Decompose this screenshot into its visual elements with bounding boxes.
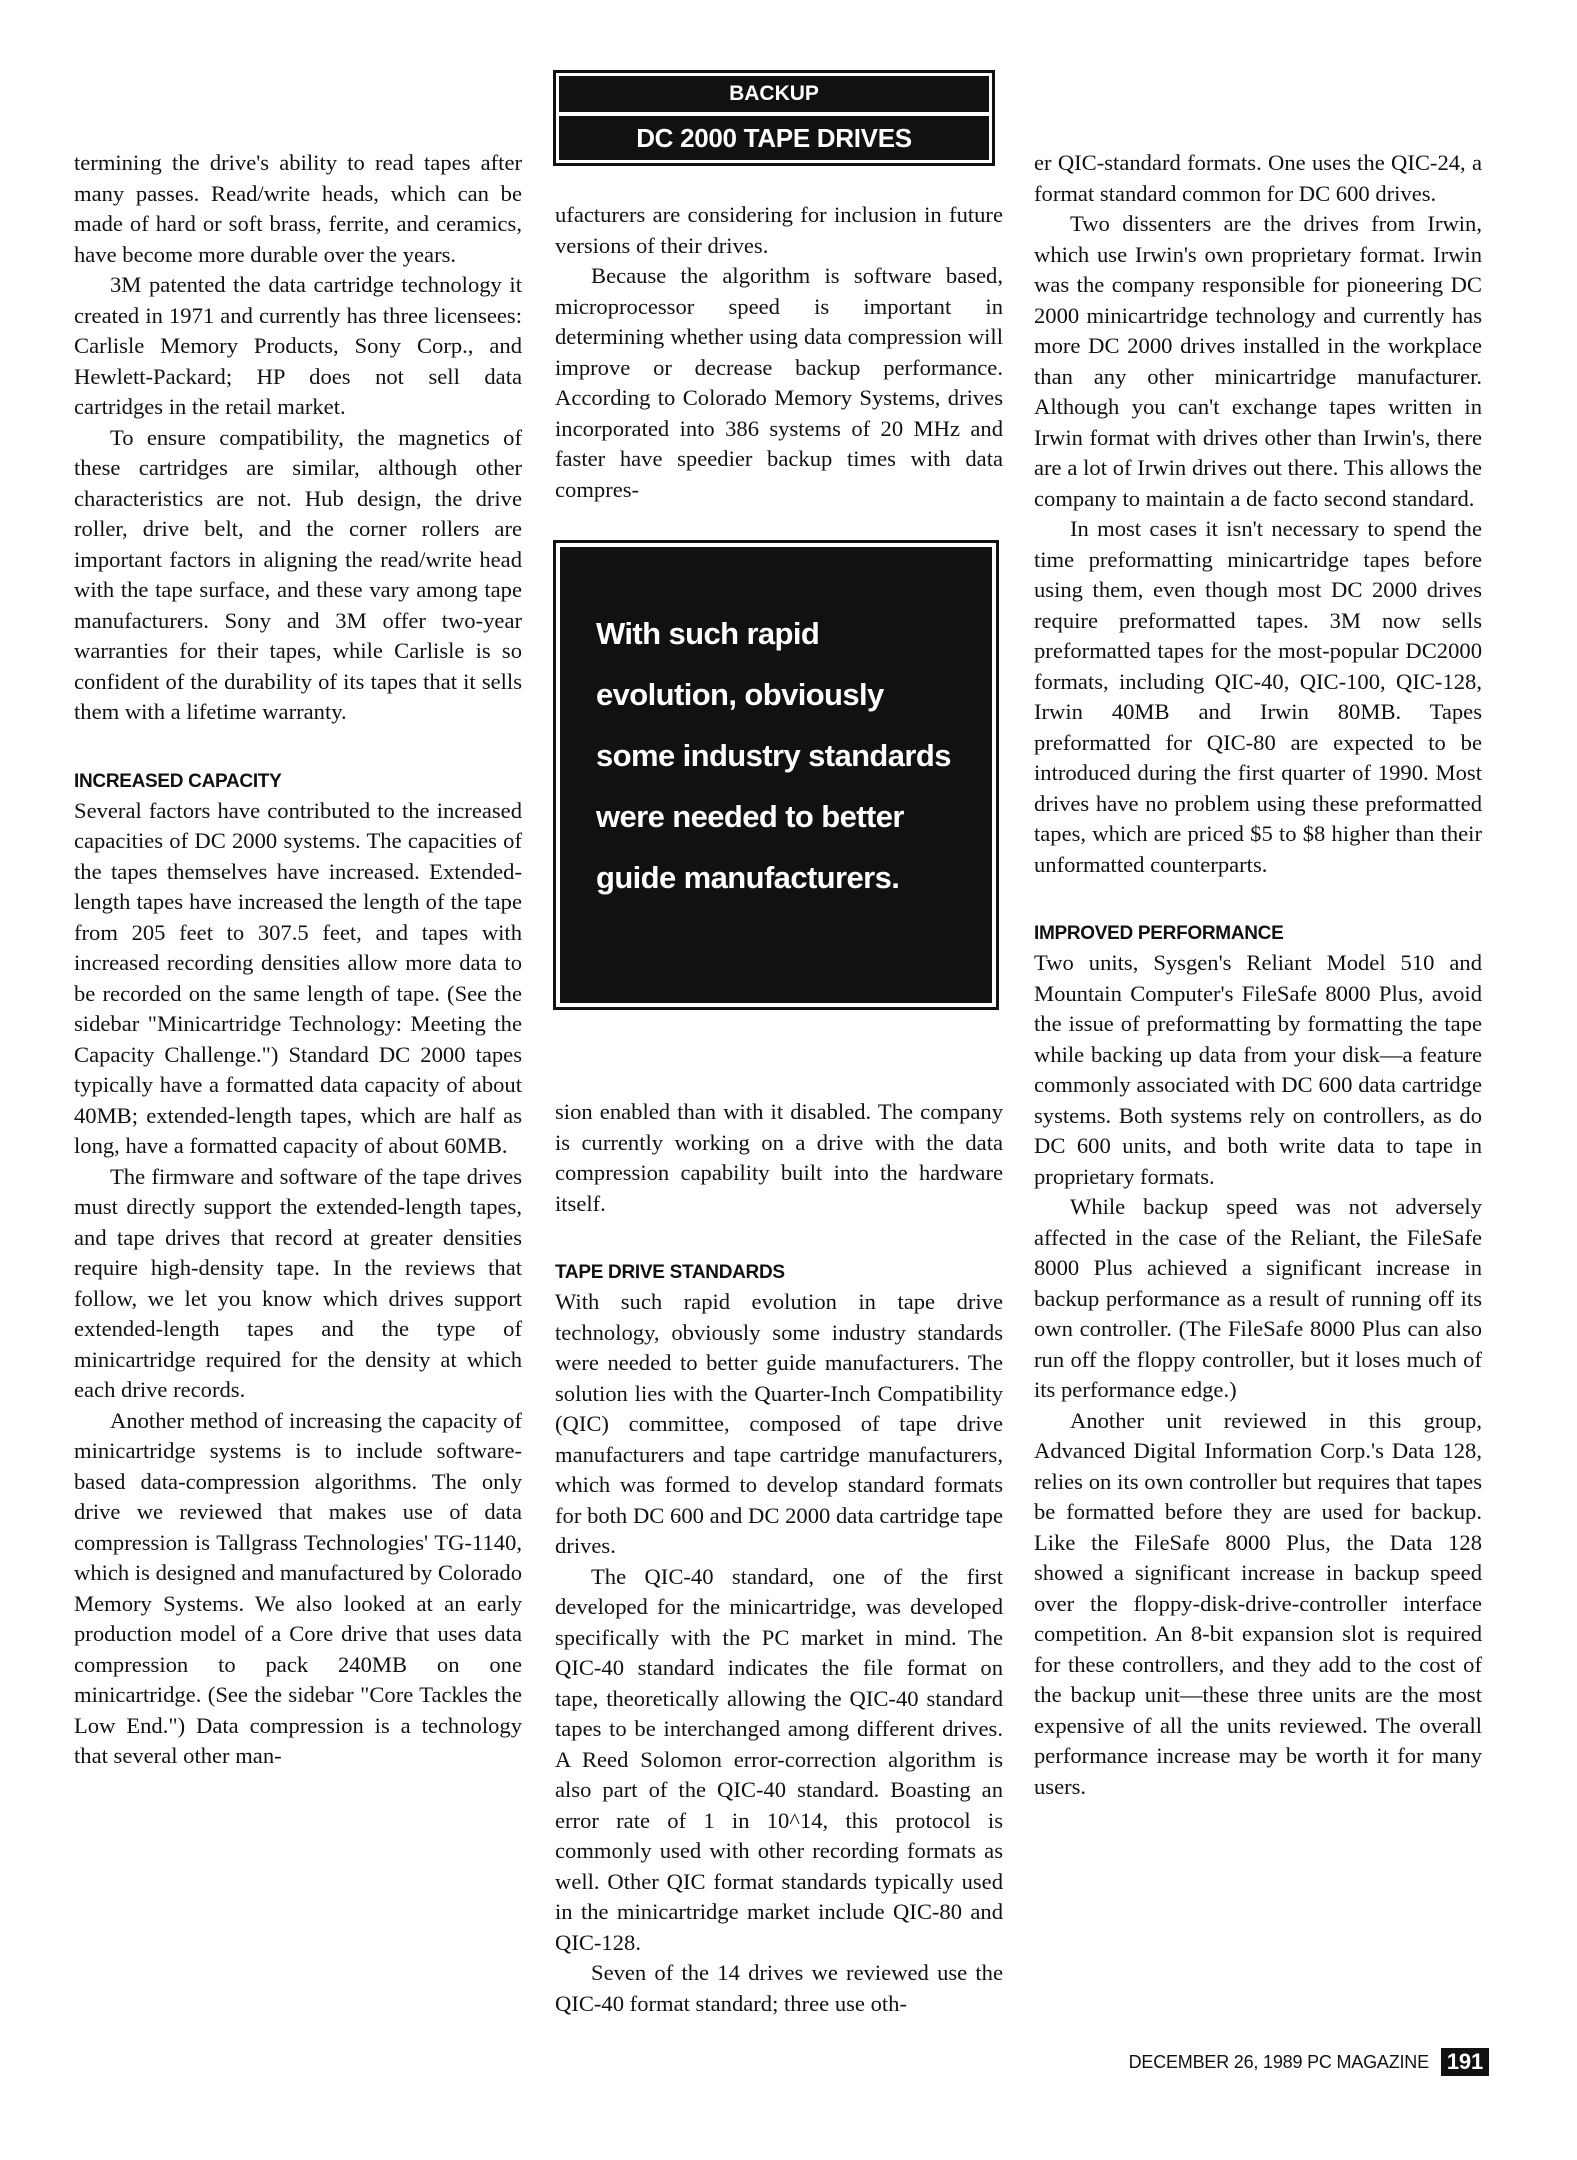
paragraph: Two dissenters are the drives from Irwin, which use Irwin's own proprietary format. Irwin was the company responsible for pioneering DC 2000 minicartridge technology and currently has more DC 2000 drives installed in the workplace than any other minicartridge manufacturer. Although you can't exchange tapes written in Irwin format with drives other than Irwin's, there are a lot of Irwin drives out there. This allows the company to maintain a de facto second standard. [1034,211,1482,511]
paragraph: termining the drive's ability to read tapes after many passes. Read/write heads, which can be made of hard or soft brass, ferrite, and ceramics, have become more durable over the years. [74,150,522,267]
paragraph: Because the algorithm is software based, microprocessor speed is important in determining whether using data compression will improve or decrease backup performance. According to Colorado Memory Systems, drives incorporated into 386 systems of 20 MHz and faster have speedier backup times with data compres- [555,263,1003,502]
page-footer [1129,2048,1489,2076]
paragraph: Two units, Sysgen's Reliant Model 510 and Mountain Computer's FileSafe 8000 Plus, avoid the issue of preformatting by formatting the tape while backing up data from your disk—a feature commonly associated with DC 600 data cartridge systems. Both systems rely on controllers, as do DC 600 units, and both write data to tape in proprietary formats. [1034,950,1482,1189]
section-label: BACKUP [559,76,989,112]
paragraph: Several factors have contributed to the increased capacities of DC 2000 systems. The capacities of the tapes themselves have increased. Extended-length tapes have increased the length of the tape from 205 feet to 307.5 feet, and tapes with increased recording densities allow more data to be recorded on the same length of tape. (See the sidebar "Minicartridge Technology: Meeting the Capacity Challenge.") Standard DC 2000 tapes typically have a formatted data capacity of about 40MB; extended-length tapes, which are half as long, have a formatted capacity of about 60MB. [74,797,522,1158]
page-number: 191 [1441,2048,1489,2076]
section-banner [553,70,995,166]
column-right [1034,148,1482,1802]
paragraph: The QIC-40 standard, one of the first developed for the minicartridge, was developed specifically with the PC market in mind. The QIC-40 standard indicates the file format on tape, theoretically allowing the QIC-40 standard tapes to be interchanged among different drives. A Reed Solomon error-correction algorithm is also part of the QIC-40 standard. Boasting an error rate of 1 in 10^14, this protocol is commonly used with other recording formats as well. Other QIC format standards typically used in the minicartridge market include QIC-80 and QIC-128. [555,1563,1003,1955]
section-heading-improved-performance: IMPROVED PERFORMANCE [1034,923,1284,944]
paragraph: With such rapid evolution in tape drive technology, obviously some industry standards were needed to better guide manufacturers. The solution lies with the Quarter-Inch Compatibility (QIC) committee, composed of tape drive manufacturers and tape cartridge manufacturers, which was formed to develop standard formats for both DC 600 and DC 2000 data cartridge tape drives. [555,1289,1003,1558]
paragraph: In most cases it isn't necessary to spend the time preformatting minicartridge tapes before using them, even though most DC 2000 drives require preformatted tapes. 3M now sells preformatted tapes for the most-popular DC2000 formats, including QIC-40, QIC-100, QIC-128, Irwin 40MB and Irwin 80MB. Tapes preformatted for QIC-80 are expected to be introduced during the first quarter of 1990. Most drives have no problem using these preformatted tapes, which are priced $5 to $8 higher than their unformatted counterparts. [1034,516,1482,877]
paragraph: While backup speed was not adversely affected in the case of the Reliant, the FileSafe 8000 Plus achieved a significant increase in backup performance as a result of running off its own controller. (The FileSafe 8000 Plus can also run off the floppy controller, but it loses much of its performance edge.) [1034,1194,1482,1402]
pullquote-box [553,540,999,1010]
paragraph: Another unit reviewed in this group, Advanced Digital Information Corp.'s Data 128, relies on its own controller but requires that tapes be formatted before they are used for backup. Like the FileSafe 8000 Plus, the Data 128 showed a significant increase in backup speed over the floppy-disk-drive-controller interface competition. An 8-bit expansion slot is required for these controllers, and they add to the cost of the backup unit—these three units are the most expensive of all the units reviewed. The overall performance increase may be worth it for many users. [1034,1407,1482,1799]
section-heading-tape-drive-standards: TAPE DRIVE STANDARDS [555,1262,785,1283]
footer-date-magazine: DECEMBER 26, 1989 PC MAGAZINE [1128,2052,1429,2072]
paragraph: To ensure compatibility, the magnetics of these cartridges are similar, although other characteristics are not. Hub design, the drive roller, drive belt, and the corner rollers are important factors in aligning the read/write head with the tape surface, and these vary among tape manufacturers. Sony and 3M offer two-year warranties for their tapes, while Carlisle is so confident of the durability of its tapes that it sells them with a lifetime warranty. [74,424,522,724]
pullquote-text: With such rapid evolution, obviously some industry standards were needed to better guide manufacturers. [560,547,992,1003]
column-left [74,148,522,1772]
section-heading-increased-capacity: INCREASED CAPACITY [74,770,282,792]
paragraph: ufacturers are considering for inclusion in future versions of their drives. [555,202,1003,258]
article-title: DC 2000 TAPE DRIVES [559,116,989,160]
paragraph: 3M patented the data cartridge technology it created in 1971 and currently has three licensees: Carlisle Memory Products, Sony Corp., and Hewlett-Packard; HP does not sell data cartridges in the retail market. [74,272,522,419]
paragraph: Seven of the 14 drives we reviewed use the QIC-40 format standard; three use oth- [555,1960,1003,2016]
paragraph: Another method of increasing the capacity of minicartridge systems is to include software-based data-compression algorithms. The only drive we reviewed that makes use of data compression is Tallgrass Technologies' TG-1140, which is designed and manufactured by Colorado Memory Systems. We also looked at an early production model of a Core drive that uses data compression to pack 240MB on one minicartridge. (See the sidebar "Core Tackles the Low End.") Data compression is a technology that several other man- [74,1407,522,1768]
paragraph: The firmware and software of the tape drives must directly support the extended-length tapes, and tape drives that record at greater densities require high-density tape. In the reviews that follow, we let you know which drives support extended-length tapes and the type of minicartridge required for the density at which each drive records. [74,1163,522,1402]
paragraph: sion enabled than with it disabled. The company is currently working on a drive with the data compression capability built into the hardware itself. [555,1099,1003,1216]
column-middle [555,200,1003,2019]
paragraph: er QIC-standard formats. One uses the QIC-24, a format standard common for DC 600 drives. [1034,150,1482,206]
